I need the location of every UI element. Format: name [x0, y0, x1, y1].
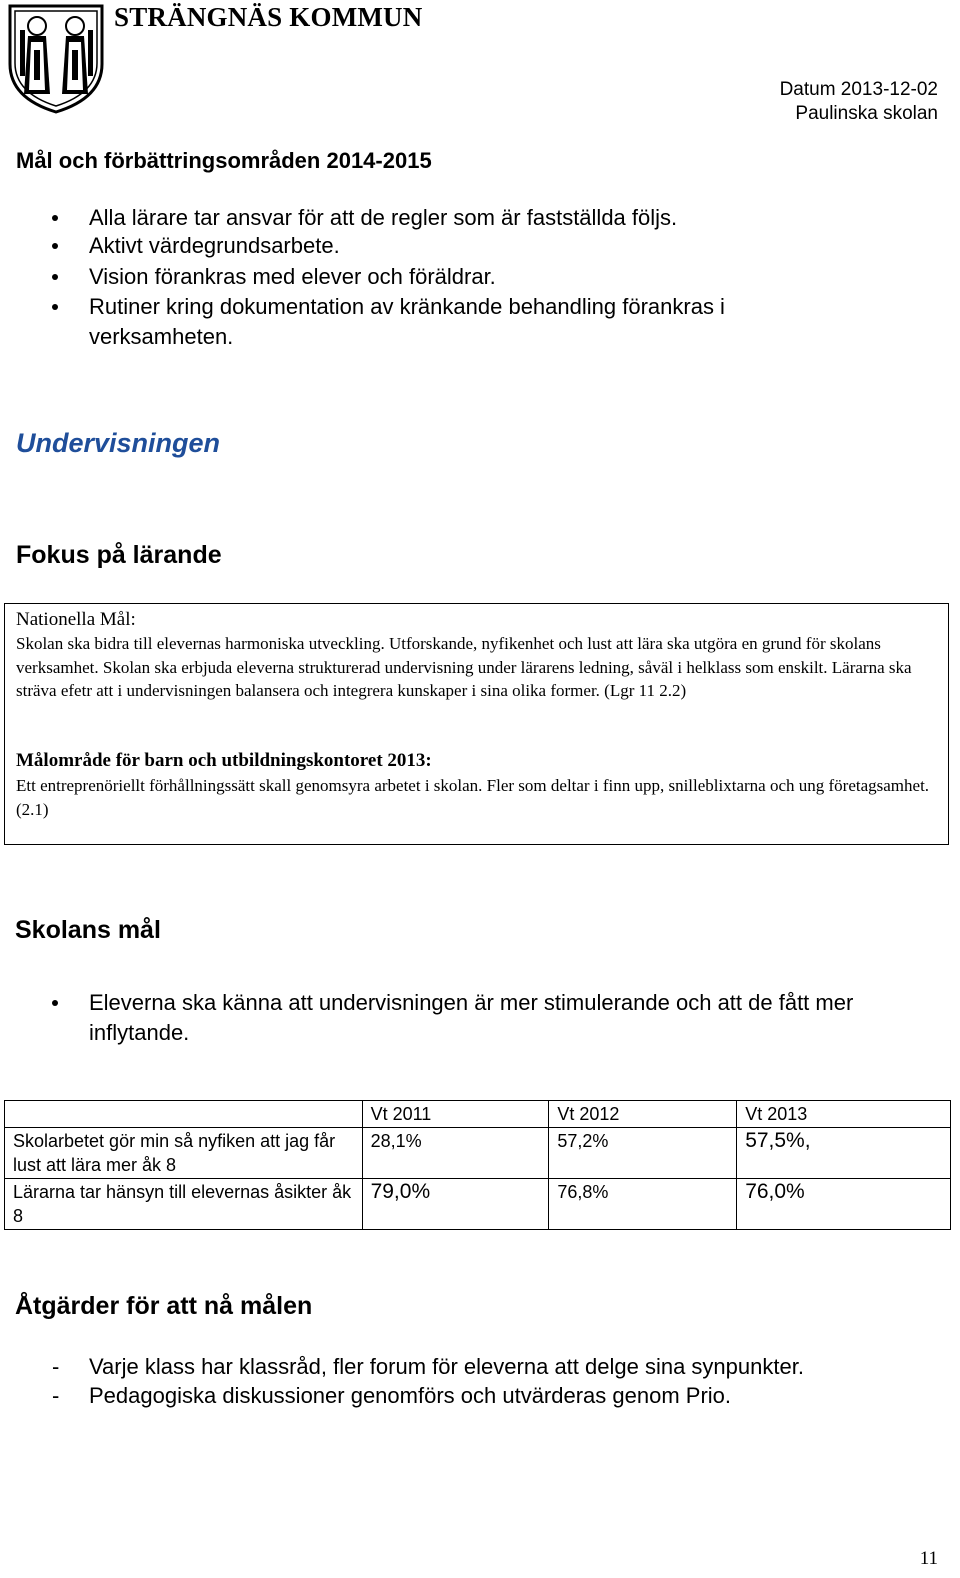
bullet-icon [52, 215, 58, 221]
table-header-row [5, 1101, 951, 1128]
national-goals-text: Skolan ska bidra till elevernas harmoniska utveckling. Utforskande, nyfikenhet och lust att lära ska utgöra en grund för skolans verksamhet. Skolan ska erbjuda eleverna strukturerad undervisning under lärarens ledning, såväl i helklass som enskilt. Lärarna ska sträva efetr att i undervisningen balansera och integrera kunskaper i sina olika former. (Lgr 11 2.2) [16, 634, 912, 700]
page-number: 11 [919, 1548, 938, 1569]
bullet-icon [52, 274, 58, 280]
national-goals-heading: Nationella Mål: [16, 609, 136, 630]
school-name: Paulinska skolan [795, 103, 938, 124]
bullet-icon [52, 1000, 58, 1006]
table-cell: 57,5%, [737, 1128, 951, 1179]
table-row [5, 1128, 951, 1179]
table-header-cell: Vt 2011 [362, 1101, 549, 1128]
coat-of-arms-icon [4, 2, 108, 114]
table-header-cell: Vt 2012 [549, 1101, 737, 1128]
teaching-title: Undervisningen [16, 428, 221, 458]
table-cell: Skolarbetet gör min så nyfiken att jag får lust att lära mer åk 8 [5, 1128, 363, 1179]
goals-title: Mål och förbättringsområden 2014-2015 [16, 148, 432, 173]
table-cell: 79,0% [362, 1179, 549, 1230]
table-cell: 28,1% [362, 1128, 549, 1179]
goals-box [4, 603, 949, 845]
table-cell: 57,2% [549, 1128, 737, 1179]
school-goals-title: Skolans mål [15, 916, 161, 944]
survey-table [4, 1100, 951, 1230]
teaching-subtitle: Fokus på lärande [16, 541, 222, 569]
table-cell: 76,0% [737, 1179, 951, 1230]
dash-marker: - [52, 1383, 60, 1408]
dash-marker: - [52, 1354, 60, 1379]
organization-name: STRÄNGNÄS KOMMUN [114, 2, 423, 32]
table-cell: 76,8% [549, 1179, 737, 1230]
table-row [5, 1179, 951, 1230]
local-goals-heading: Målområde för barn och utbildningskontoret 2013: [16, 750, 432, 771]
actions-title: Åtgärder för att nå målen [15, 1292, 313, 1320]
local-goals-text: Ett entreprenöriellt förhållningssätt skall genomsyra arbetet i skolan. Fler som deltar i finn upp, snilleblixtarna och ung företagsamhet.(2.1) [16, 776, 930, 819]
bullet-icon [52, 304, 58, 310]
bullet-icon [52, 243, 58, 249]
table-cell: Lärarna tar hänsyn till elevernas åsikter åk 8 [5, 1179, 363, 1230]
table-header-cell [5, 1101, 363, 1128]
document-date: Datum 2013-12-02 [779, 79, 938, 100]
table-header-cell: Vt 2013 [737, 1101, 951, 1128]
